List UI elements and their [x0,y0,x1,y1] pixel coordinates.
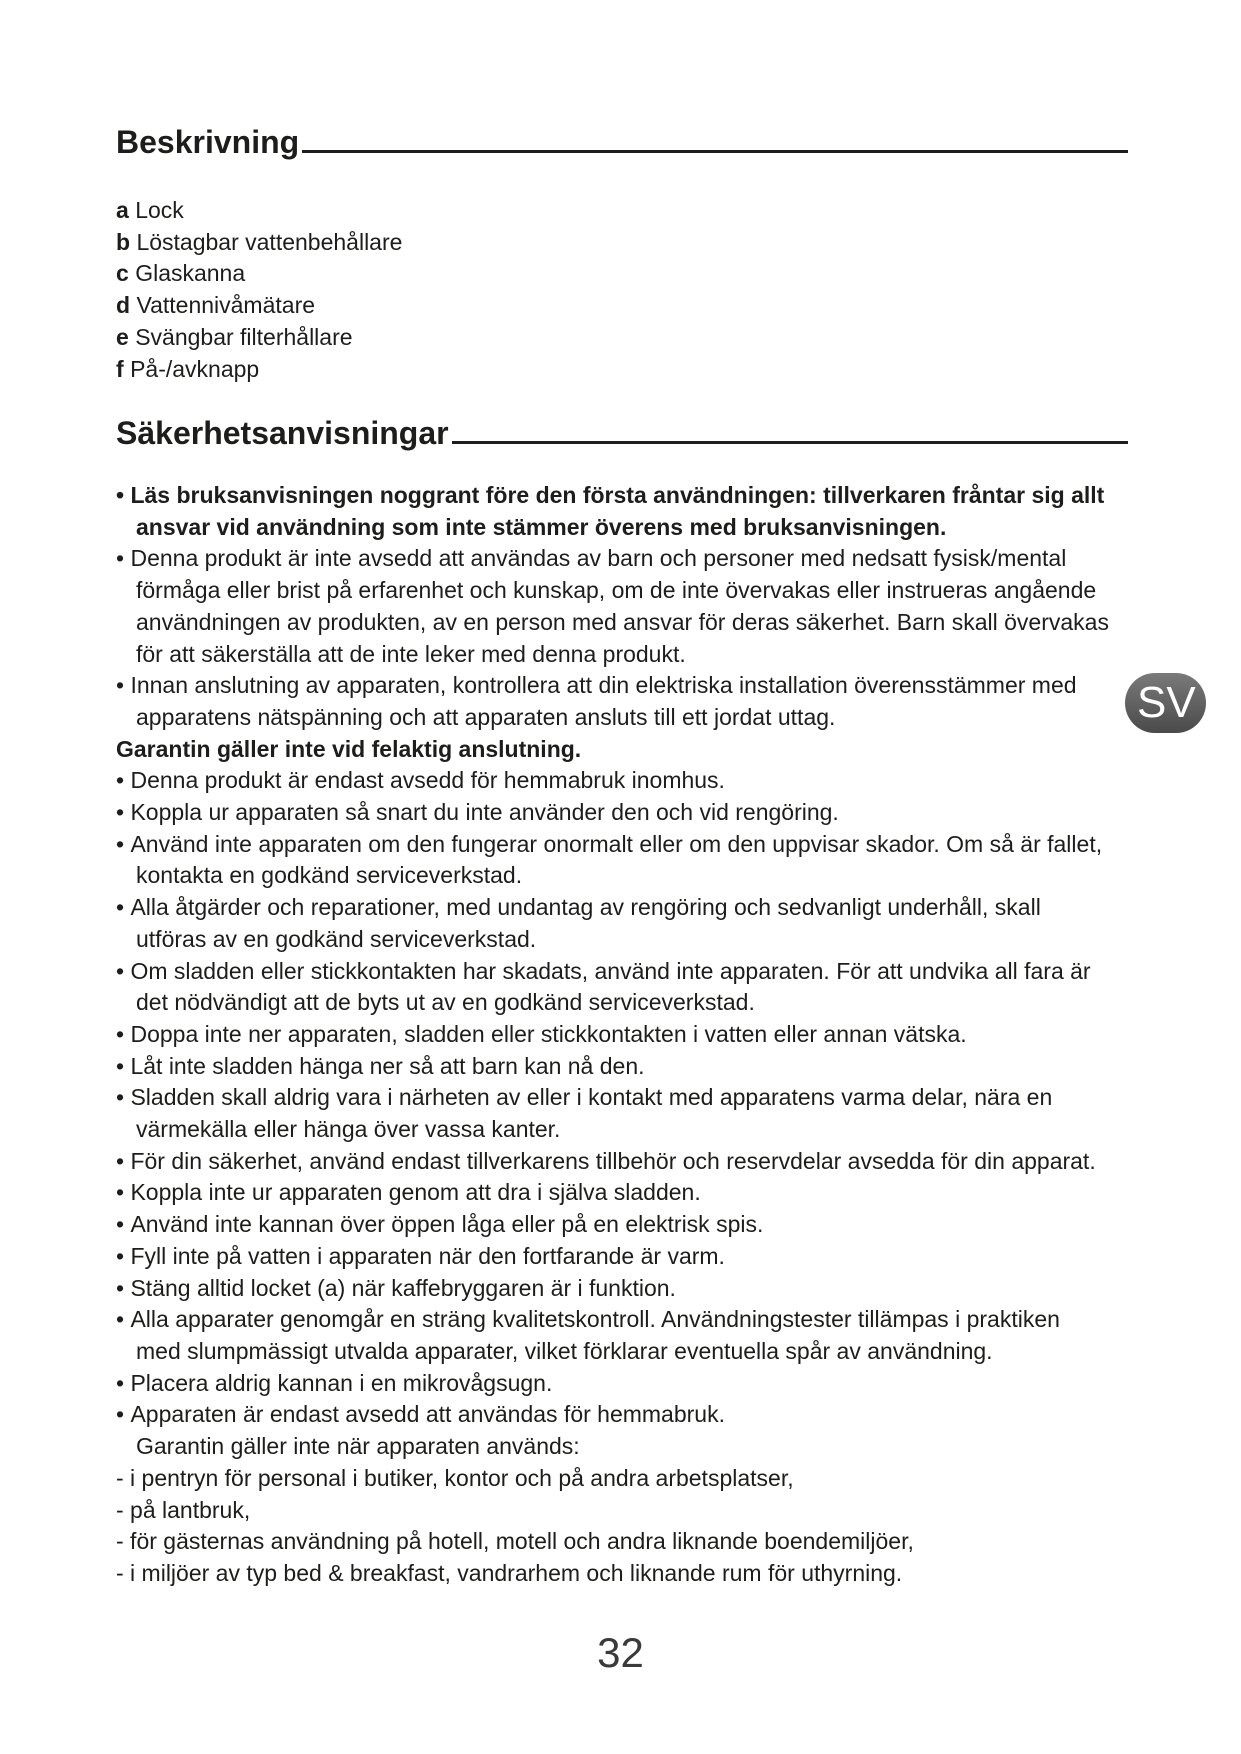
safety-bullet [116,1019,1109,1051]
description-heading [116,122,1128,162]
warranty-exclusion-item: - i pentryn för personal i butiker, kontor och på andra arbetsplatser, [116,1464,794,1491]
safety-instructions [116,480,1109,1590]
safety-bullet [116,1304,1109,1367]
part-letter: d [116,292,131,319]
safety-bullets [116,765,1109,1462]
part-label: Vattennivåmätare [136,292,316,319]
safety-heading [116,413,1128,453]
safety-bullet [116,829,1109,892]
safety-bullet [116,1209,1109,1241]
safety-bullet-line: • Fyll inte på vatten i apparaten när den fortfarande är varm. [116,1241,1109,1273]
safety-bullet-line: utföras av en godkänd serviceverkstad. [136,925,537,952]
parts-list-item [116,290,402,322]
part-letter: c [116,260,129,287]
safety-bullet-line: förmåga eller brist på erfarenhet och kunskap, om de inte övervakas eller instrueras angående [136,577,1097,604]
page-number: 32 [597,1629,644,1676]
safety-bullet-line: • Använd inte kannan över öppen låga eller på en elektrisk spis. [116,1209,1109,1241]
warranty-exclusion-item: - för gästernas användning på hotell, motell och andra liknande boendemiljöer, [116,1528,914,1555]
safety-bullet [116,892,1109,955]
safety-bullet-line: • Denna produkt är inte avsedd att användas av barn och personer med nedsatt fysisk/mental [116,543,1109,575]
safety-bullet-line: användningen av produkten, av en person med ansvar för deras säkerhet. Barn skall övervakas [136,608,1109,635]
part-letter: b [116,228,131,255]
safety-bullet-line: • Använd inte apparaten om den fungerar onormalt eller om den uppvisar skador. Om så är fallet, [116,829,1109,861]
safety-bullet-line: ansvar vid användning som inte stämmer överens med bruksanvisningen. [136,513,947,540]
safety-bullet-line: • Apparaten är endast avsedd att användas för hemmabruk. [116,1399,1109,1431]
description-title: Beskrivning [116,124,300,160]
safety-bullet [116,1082,1109,1145]
warranty-exclusion-item: - på lantbruk, [116,1496,251,1523]
safety-bullet [116,543,1109,670]
safety-bullet-line: med slumpmässigt utvalda apparater, vilket förklarar eventuella spår av användning. [136,1337,993,1364]
safety-bullet-line: • Koppla inte ur apparaten genom att dra i själva sladden. [116,1177,1109,1209]
safety-bullet [116,765,1109,797]
part-label: Lock [135,197,184,223]
part-letter: e [116,323,129,350]
safety-bullet-line: • Denna produkt är endast avsedd för hemmabruk inomhus. [116,765,1109,797]
parts-list [116,195,402,385]
parts-list-item [116,258,402,290]
safety-bullet-line: • För din säkerhet, använd endast tillverkarens tillbehör och reservdelar avsedda för din apparat. [116,1146,1109,1178]
warranty-exclusions [116,1463,1109,1590]
safety-bullet-line: apparatens nätspänning och att apparaten ansluts till ett jordat uttag. [136,703,836,730]
part-label: Svängbar filterhållare [135,323,353,350]
parts-list-item [116,354,402,386]
safety-bullet-line: • Om sladden eller stickkontakten har skadats, använd inte apparaten. För att undvika all fara är [116,956,1109,988]
safety-bullet-line: det nödvändigt att de byts ut av en godkänd serviceverkstad. [136,989,755,1016]
safety-bullet-line: • Alla apparater genomgår en sträng kvalitetskontroll. Användningstester tillämpas i praktiken [116,1304,1109,1336]
safety-bullet [116,1368,1109,1400]
warranty-note: Garantin gäller inte vid felaktig anslutning. [116,735,582,762]
language-tab [1125,673,1206,733]
safety-bullet [116,1051,1109,1083]
safety-bullet-line: • Doppa inte ner apparaten, sladden eller stickkontakten i vatten eller annan vätska. [116,1019,1109,1051]
safety-bullet [116,480,1109,543]
safety-bullet-line: • Placera aldrig kannan i en mikrovågsugn. [116,1368,1109,1400]
safety-bullet [116,1241,1109,1273]
safety-bullet-line: • Innan anslutning av apparaten, kontrollera att din elektriska installation överensstämmer med [116,670,1109,702]
safety-bullet-line: • Stäng alltid locket (a) när kaffebryggaren är i funktion. [116,1273,1109,1305]
safety-bullet [116,1146,1109,1178]
safety-bullet [116,670,1109,733]
parts-list-item [116,322,402,354]
heading-rule [302,150,1128,153]
part-label: På-/avknapp [130,355,260,382]
safety-intro-bullets [116,480,1109,734]
safety-bullet [116,956,1109,1019]
safety-bullet-line: • Koppla ur apparaten så snart du inte använder den och vid rengöring. [116,797,1109,829]
safety-bullet [116,1273,1109,1305]
safety-bullet-line: för att säkerställa att de inte leker med denna produkt. [136,640,686,667]
safety-title: Säkerhetsanvisningar [116,415,449,451]
safety-bullet-line: kontakta en godkänd serviceverkstad. [136,862,523,889]
warranty-exclusion-item: - i miljöer av typ bed & breakfast, vandrarhem och liknande rum för uthyrning. [116,1559,903,1586]
safety-bullet-line: • Låt inte sladden hänga ner så att barn kan nå den. [116,1051,1109,1083]
safety-bullet-line: • Alla åtgärder och reparationer, med undantag av rengöring och sedvanligt underhåll, skall [116,892,1109,924]
safety-bullet [116,1177,1109,1209]
safety-bullet-line: • Sladden skall aldrig vara i närheten av eller i kontakt med apparatens varma delar, nära en [116,1082,1109,1114]
heading-rule [452,441,1128,444]
part-label: Glaskanna [135,260,246,287]
part-letter: f [116,355,124,382]
parts-list-item [116,195,402,227]
parts-list-item [116,227,402,259]
safety-bullet [116,797,1109,829]
safety-bullet-line: värmekälla eller hänga över vassa kanter. [136,1116,561,1143]
part-label: Löstagbar vattenbehållare [136,228,403,255]
safety-bullet [116,1399,1109,1462]
language-tab-label: SV [1137,678,1196,727]
safety-bullet-line: Garantin gäller inte när apparaten används: [136,1433,580,1460]
safety-bullet-line: • Läs bruksanvisningen noggrant före den första användningen: tillverkaren fråntar sig allt [116,480,1109,512]
part-letter: a [116,197,129,223]
